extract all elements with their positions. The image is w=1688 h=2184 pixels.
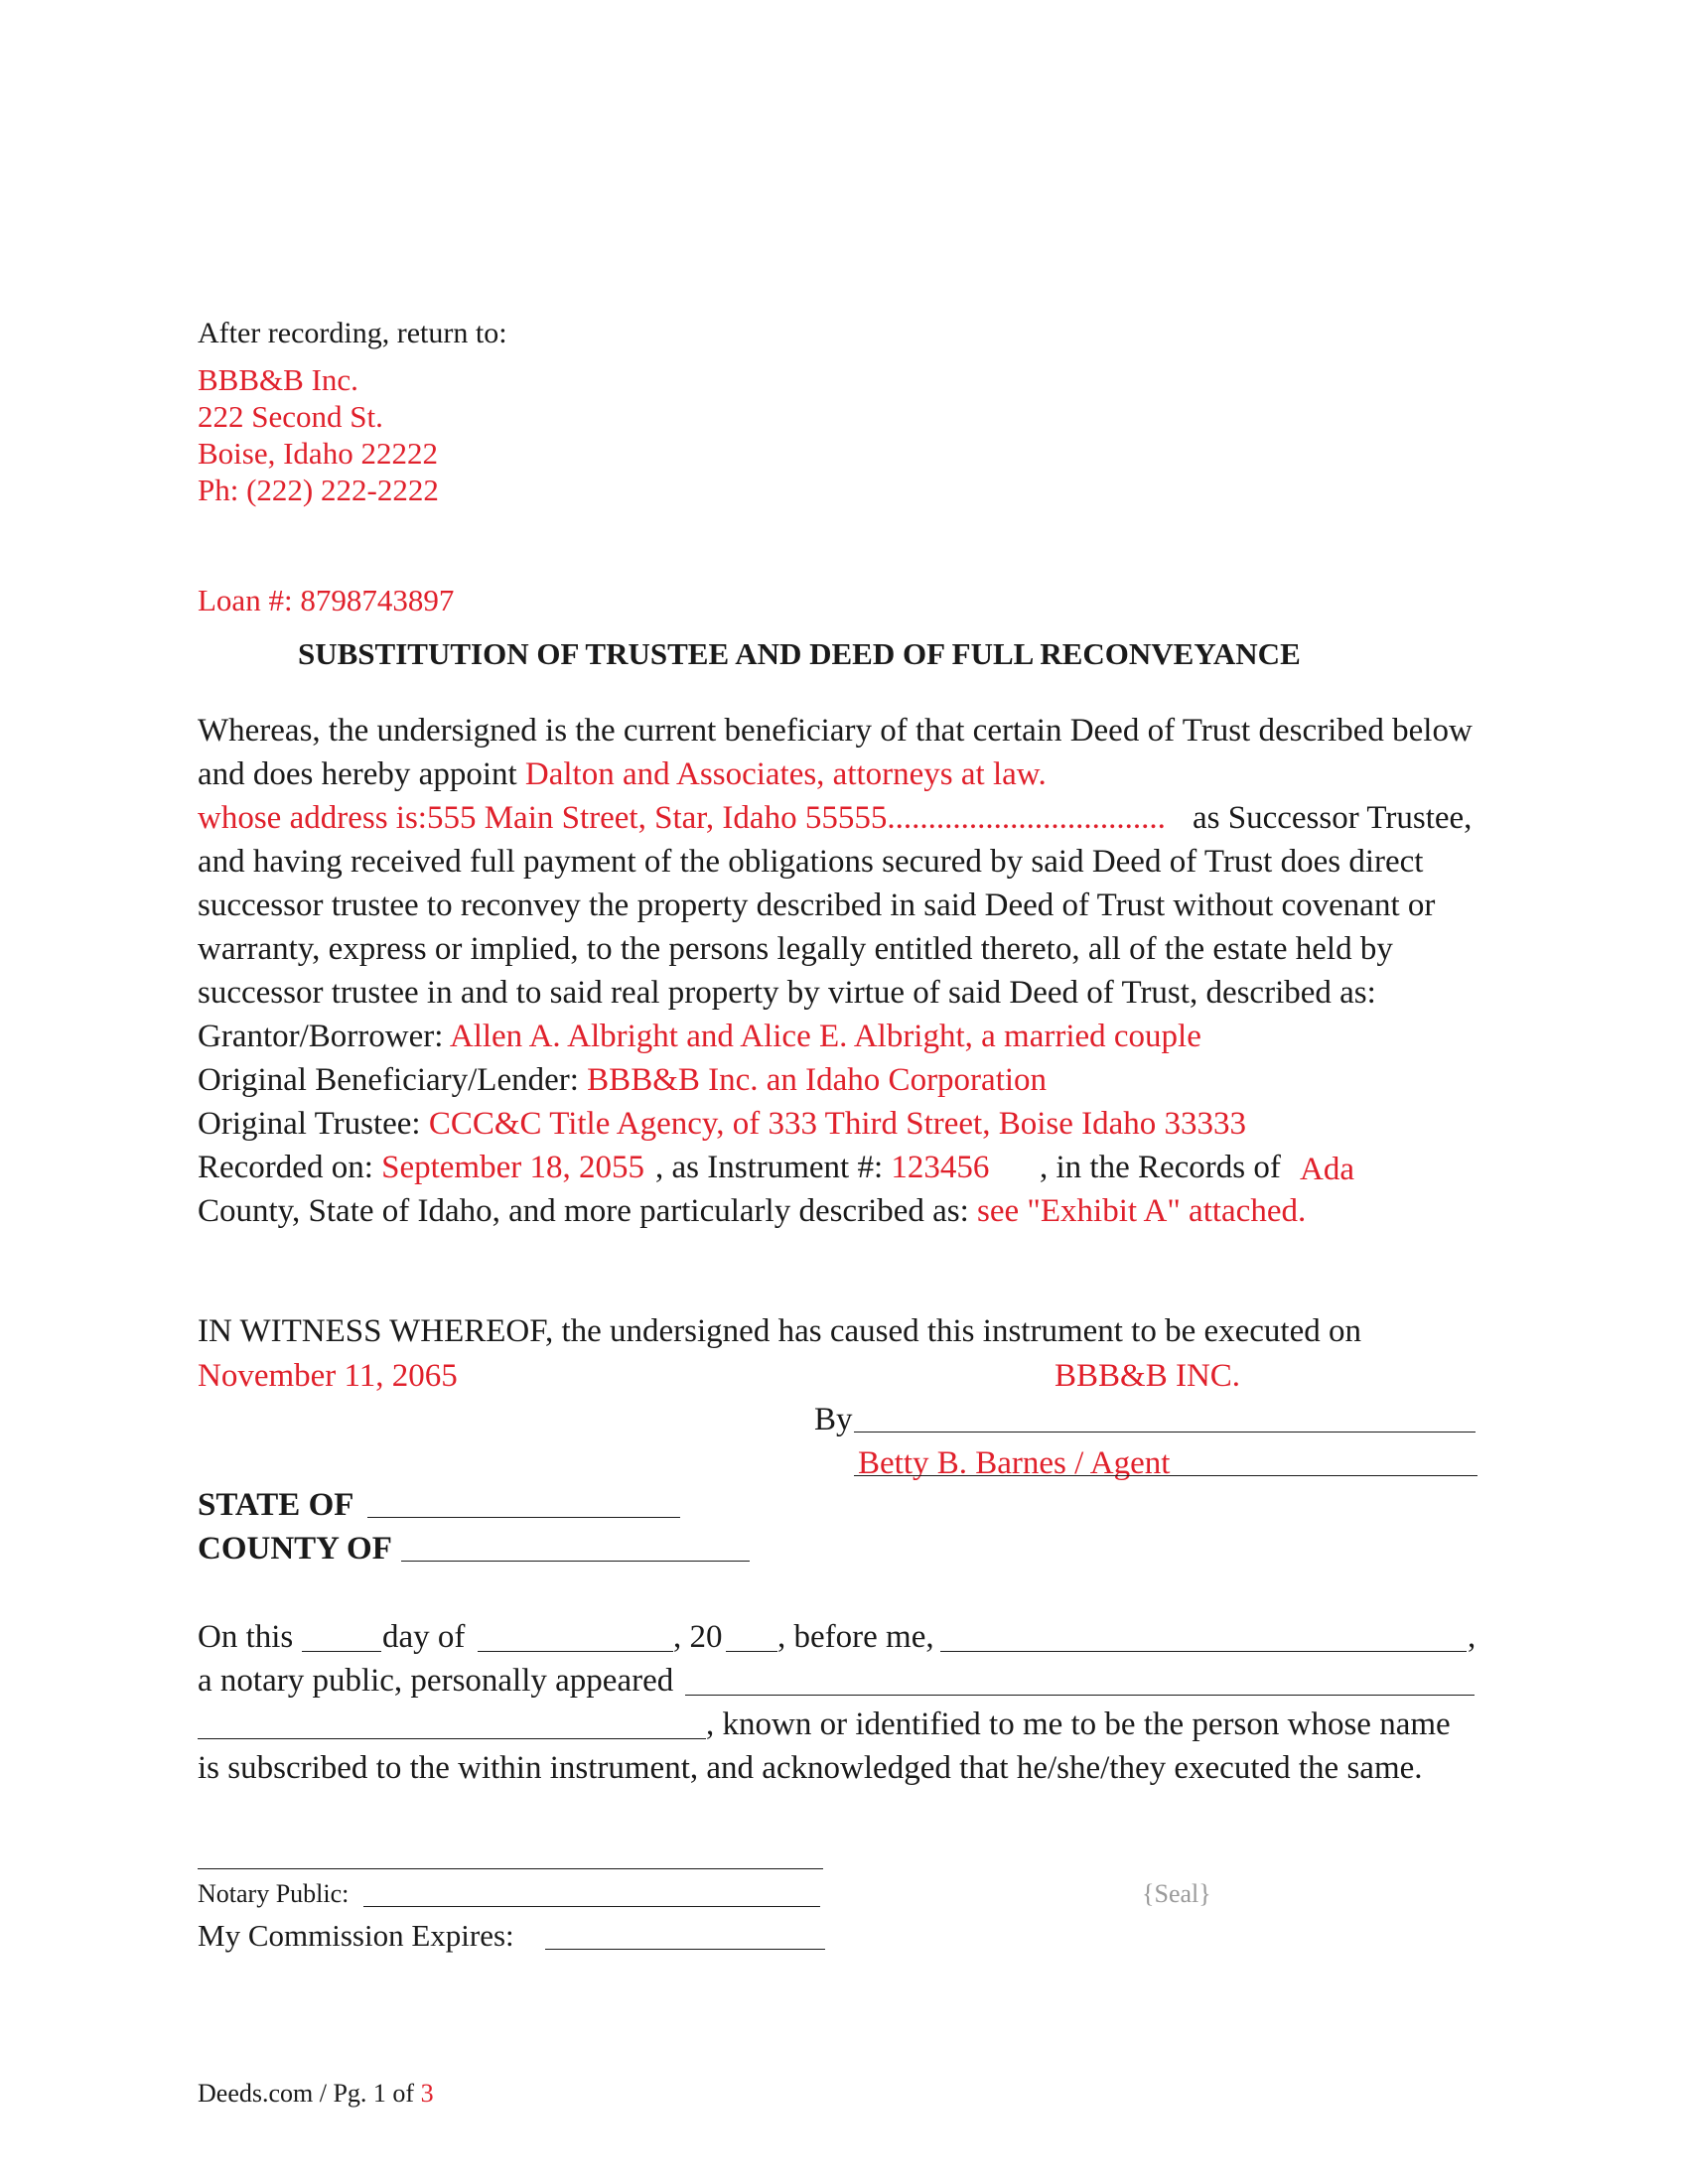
- ack-year-prefix: , 20: [673, 1619, 723, 1655]
- return-to-label: After recording, return to:: [198, 317, 507, 349]
- return-street: 222 Second St.: [198, 399, 383, 434]
- records-label: , in the Records of: [1040, 1150, 1281, 1185]
- signer-name-underline: [854, 1475, 1477, 1476]
- county-label: COUNTY OF: [198, 1531, 392, 1567]
- footer-total-pages: 3: [420, 2079, 434, 2108]
- loan-label: Loan #:: [198, 583, 293, 617]
- page-footer: [198, 2078, 434, 2110]
- ack-appeared-field-2[interactable]: [198, 1738, 706, 1739]
- ack-year-field[interactable]: [726, 1651, 777, 1652]
- ack-comma: ,: [1468, 1619, 1477, 1655]
- notary-public-field[interactable]: [363, 1906, 820, 1907]
- body-line-1: Whereas, the undersigned is the current beneficiary of that certain Deed of Trust described below: [198, 713, 1473, 749]
- seal-placeholder: {Seal}: [1142, 1879, 1211, 1908]
- grantor-line: [198, 1017, 1201, 1056]
- instrument-label: , as Instrument #:: [655, 1150, 892, 1185]
- original-trustee-label: Original Trustee:: [198, 1106, 429, 1142]
- recorded-date: September 18, 2055: [381, 1150, 644, 1185]
- successor-trustee-name: Dalton and Associates, attorneys at law.: [524, 756, 1047, 792]
- page-title: SUBSTITUTION OF TRUSTEE AND DEED OF FULL RECONVEYANCE: [298, 636, 1301, 671]
- ack-on-this: On this: [198, 1619, 294, 1655]
- by-label: By: [814, 1402, 853, 1437]
- ack-appeared-field[interactable]: [685, 1695, 1475, 1696]
- body-line-4: and having received full payment of the obligations secured by said Deed of Trust does direct: [198, 844, 1424, 880]
- grantor-label: Grantor/Borrower:: [198, 1019, 450, 1054]
- beneficiary-line: [198, 1060, 1047, 1100]
- return-phone: Ph: (222) 222-2222: [198, 473, 439, 507]
- ack-line-4: is subscribed to the within instrument, and acknowledged that he/she/they executed the same.: [198, 1750, 1423, 1786]
- legal-description-prefix: County, State of Idaho, and more particularly described as:: [198, 1193, 978, 1229]
- legal-description: see "Exhibit A" attached.: [977, 1193, 1307, 1229]
- body-line-3: [198, 798, 1166, 838]
- ack-day-field[interactable]: [302, 1651, 381, 1652]
- original-trustee-line: [198, 1104, 1246, 1144]
- recorded-line: [198, 1148, 644, 1187]
- witness-text: IN WITNESS WHEREOF, the undersigned has caused this instrument to be executed on: [198, 1313, 1361, 1349]
- county-value: Ada: [1300, 1152, 1354, 1187]
- ack-line-2: a notary public, personally appeared: [198, 1663, 674, 1699]
- ack-before-me: , before me,: [777, 1619, 934, 1655]
- body-line-5: successor trustee to reconvey the property described in said Deed of Trust without covenant or: [198, 887, 1436, 923]
- return-city: Boise, Idaho 22222: [198, 436, 438, 471]
- signing-company: BBB&B INC.: [1055, 1358, 1241, 1394]
- legal-description-line: [198, 1191, 1306, 1231]
- body-line-6: warranty, express or implied, to the persons legally entitled thereto, all of the estate held by: [198, 931, 1393, 967]
- body-line-2: [198, 754, 1047, 794]
- commission-field[interactable]: [545, 1949, 825, 1950]
- records-part: [1040, 1148, 1281, 1187]
- instrument-part: [655, 1148, 989, 1187]
- body-line-7: successor trustee in and to said real property by virtue of said Deed of Trust, described as:: [198, 975, 1376, 1011]
- signer-name: Betty B. Barnes / Agent: [858, 1445, 1171, 1481]
- beneficiary-label: Original Beneficiary/Lender:: [198, 1062, 588, 1098]
- return-name: BBB&B Inc.: [198, 362, 358, 397]
- loan-number: 8798743897: [300, 583, 455, 617]
- ack-notary-name-field[interactable]: [940, 1651, 1467, 1652]
- recorded-label: Recorded on:: [198, 1150, 382, 1185]
- notary-public-label: Notary Public:: [198, 1879, 350, 1908]
- ack-month-field[interactable]: [478, 1651, 673, 1652]
- grantor-value: Allen A. Albright and Alice E. Albright, a married couple: [449, 1019, 1201, 1054]
- signature-line[interactable]: [854, 1432, 1476, 1433]
- loan-number-line: [198, 582, 454, 619]
- original-trustee-value: CCC&C Title Agency, of 333 Third Street, Boise Idaho 33333: [428, 1106, 1247, 1142]
- state-field[interactable]: [367, 1517, 680, 1518]
- successor-trustee-suffix: as Successor Trustee,: [1193, 800, 1473, 836]
- county-field[interactable]: [401, 1561, 750, 1562]
- ack-line-3: , known or identified to me to be the person whose name: [706, 1706, 1451, 1742]
- state-label: STATE OF: [198, 1487, 354, 1523]
- successor-trustee-address: whose address is:555 Main Street, Star, Idaho 55555..................................: [198, 800, 1166, 836]
- ack-day-of: day of: [382, 1619, 466, 1655]
- instrument-number: 123456: [891, 1150, 990, 1185]
- appoint-prefix: and does hereby appoint: [198, 756, 525, 792]
- notary-signature-line[interactable]: [198, 1868, 823, 1869]
- beneficiary-value: BBB&B Inc. an Idaho Corporation: [587, 1062, 1048, 1098]
- commission-label: My Commission Expires:: [198, 1918, 514, 1953]
- footer-prefix: Deeds.com / Pg. 1 of: [198, 2079, 421, 2108]
- execution-date: November 11, 2065: [198, 1358, 458, 1394]
